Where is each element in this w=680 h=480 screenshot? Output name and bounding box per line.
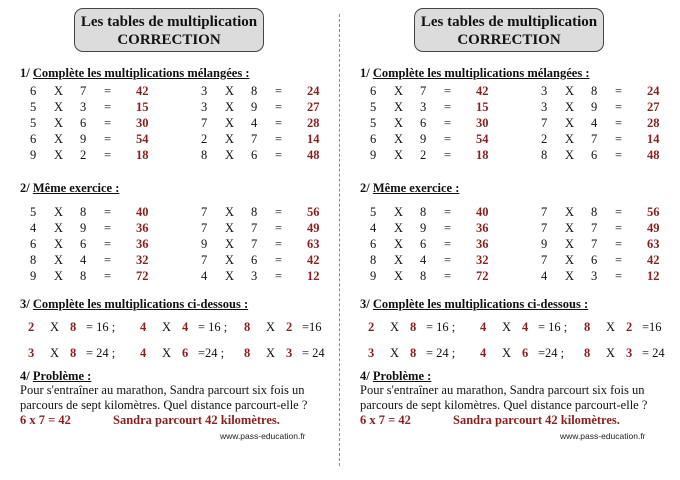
times-sign: X [266,346,276,360]
equals-sign: = [275,205,283,219]
result: = 16 ; [538,320,568,334]
factor-b: 9 [251,100,258,114]
factor-b: 2 [80,148,87,162]
factor-a: 7 [541,253,548,267]
factor-a: 7 [201,116,208,130]
equals-sign: = [615,237,623,251]
worksheet-right [340,0,680,480]
result: 54 [476,132,489,146]
factor-a: 3 [28,346,35,360]
section-3-heading [360,297,588,312]
equals-sign: = [104,253,112,267]
section-1-number: 1/ [20,66,30,80]
factor-a: 6 [370,132,377,146]
section-4-heading [20,369,91,384]
section-3-title: Complète les multiplications ci-dessous : [372,297,589,311]
result: 36 [136,237,149,251]
result: 28 [647,116,660,130]
factor-b: 7 [591,237,598,251]
factor-b: 6 [591,148,598,162]
times-sign: X [606,346,616,360]
result: 32 [136,253,149,267]
times-sign: X [394,237,404,251]
factor-a: 9 [30,148,37,162]
factor-a: 2 [201,132,208,146]
result: 24 [647,84,660,98]
equals-sign: = [275,269,283,283]
times-sign: X [394,148,404,162]
times-sign: X [225,132,235,146]
factor-a: 6 [370,84,377,98]
times-sign: X [225,205,235,219]
equals-sign: = [444,132,452,146]
equals-sign: = [275,132,283,146]
equals-sign: = [104,221,112,235]
section-4-number: 4/ [360,369,370,383]
result: = 24 ; [86,346,116,360]
factor-b: 8 [410,320,417,334]
times-sign: X [565,132,575,146]
factor-b: 4 [522,320,529,334]
footer-url: www.pass-education.fr [220,431,306,441]
times-sign: X [565,253,575,267]
equals-sign: = [444,148,452,162]
factor-a: 4 [201,269,208,283]
factor-b: 3 [420,100,427,114]
title-line-1: Les tables de multiplication [420,14,598,30]
times-sign: X [54,253,64,267]
factor-a: 8 [370,253,377,267]
equals-sign: = [275,221,283,235]
factor-b: 3 [626,346,633,360]
title-line-2: CORRECTION [117,32,221,48]
section-3-number: 3/ [360,297,370,311]
factor-a: 3 [201,84,208,98]
exercise-3-row [28,346,328,362]
times-sign: X [225,221,235,235]
times-sign: X [394,132,404,146]
section-2-title: Même exercice : [372,181,460,195]
times-sign: X [54,100,64,114]
factor-a: 8 [30,253,37,267]
times-sign: X [394,253,404,267]
times-sign: X [54,269,64,283]
times-sign: X [225,253,235,267]
section-2-heading [360,181,459,196]
result: 49 [647,221,660,235]
exercise-3-row [368,346,668,362]
equals-sign: = [444,84,452,98]
factor-b: 4 [591,116,598,130]
factor-b: 7 [591,221,598,235]
factor-b: 8 [70,346,77,360]
result: 36 [136,221,149,235]
result: 15 [136,100,149,114]
factor-b: 6 [591,253,598,267]
factor-b: 2 [286,320,293,334]
factor-a: 2 [368,320,375,334]
result: 28 [307,116,320,130]
equals-sign: = [444,116,452,130]
times-sign: X [606,320,616,334]
times-sign: X [565,100,575,114]
factor-b: 6 [182,346,189,360]
footer-url: www.pass-education.fr [560,431,646,441]
result: 42 [647,253,660,267]
equals-sign: = [104,205,112,219]
equals-sign: = [444,253,452,267]
equals-sign: = [615,100,623,114]
title-box [414,8,604,52]
answer-calculation: 6 x 7 = 42 [360,413,411,427]
times-sign: X [394,221,404,235]
section-4-title: Problème : [372,369,432,383]
title-box [74,8,264,52]
factor-b: 6 [80,237,87,251]
section-4-number: 4/ [20,369,30,383]
times-sign: X [502,346,512,360]
times-sign: X [162,320,172,334]
times-sign: X [390,320,400,334]
times-sign: X [394,205,404,219]
factor-b: 7 [591,132,598,146]
times-sign: X [394,100,404,114]
times-sign: X [565,148,575,162]
factor-b: 8 [420,269,427,283]
result: = 24 [302,346,325,360]
factor-a: 7 [201,205,208,219]
problem-text: Pour s'entraîner au marathon, Sandra parcourt six fois un parcours de sept kilomètres. Quel distance parcourt-elle ? [20,383,308,412]
section-3-number: 3/ [20,297,30,311]
equals-sign: = [104,100,112,114]
result: = 16 ; [198,320,228,334]
equals-sign: = [615,253,623,267]
factor-a: 8 [244,346,251,360]
section-3-heading [20,297,248,312]
factor-a: 7 [201,253,208,267]
section-1-number: 1/ [360,66,370,80]
equals-sign: = [275,253,283,267]
factor-a: 6 [30,84,37,98]
result: 18 [476,148,489,162]
factor-b: 4 [251,116,258,130]
times-sign: X [565,269,575,283]
section-2-title: Même exercice : [32,181,120,195]
result: 12 [307,269,320,283]
times-sign: X [502,320,512,334]
factor-b: 4 [182,320,189,334]
section-2-number: 2/ [20,181,30,195]
result: 63 [647,237,660,251]
factor-a: 4 [480,346,487,360]
factor-a: 5 [370,205,377,219]
times-sign: X [225,84,235,98]
section-4-heading [360,369,431,384]
result: 36 [476,237,489,251]
factor-a: 9 [370,269,377,283]
times-sign: X [394,84,404,98]
times-sign: X [565,237,575,251]
section-1-title: Complète les multiplications mélangées : [32,66,250,80]
factor-b: 3 [591,269,598,283]
factor-b: 3 [251,269,258,283]
result: 12 [647,269,660,283]
times-sign: X [225,116,235,130]
title-line-2: CORRECTION [457,32,561,48]
problem-answer [360,413,670,429]
factor-a: 8 [201,148,208,162]
factor-b: 8 [410,346,417,360]
factor-a: 5 [30,116,37,130]
times-sign: X [565,84,575,98]
equals-sign: = [444,269,452,283]
equals-sign: = [615,269,623,283]
factor-a: 4 [30,221,37,235]
exercise-3-row [28,320,328,336]
result: 24 [307,84,320,98]
equals-sign: = [444,221,452,235]
factor-b: 7 [80,84,87,98]
result: 15 [476,100,489,114]
problem-text: Pour s'entraîner au marathon, Sandra parcourt six fois un parcours de sept kilomètres. Quel distance parcourt-elle ? [360,383,648,412]
equals-sign: = [275,237,283,251]
factor-b: 6 [80,116,87,130]
equals-sign: = [275,148,283,162]
answer-calculation: 6 x 7 = 42 [20,413,71,427]
factor-b: 7 [251,221,258,235]
factor-a: 6 [370,237,377,251]
factor-b: 6 [420,237,427,251]
result: =16 [302,320,322,334]
factor-a: 9 [370,148,377,162]
factor-a: 7 [541,116,548,130]
equals-sign: = [615,148,623,162]
factor-b: 8 [420,205,427,219]
factor-a: 2 [28,320,35,334]
factor-b: 9 [420,221,427,235]
factor-a: 5 [30,100,37,114]
factor-b: 6 [251,148,258,162]
factor-a: 7 [201,221,208,235]
result: 27 [307,100,320,114]
factor-b: 8 [80,269,87,283]
result: 14 [307,132,320,146]
equals-sign: = [104,84,112,98]
equals-sign: = [615,205,623,219]
result: 27 [647,100,660,114]
times-sign: X [565,116,575,130]
factor-a: 8 [584,346,591,360]
problem-answer [20,413,330,429]
factor-b: 9 [80,132,87,146]
times-sign: X [54,84,64,98]
times-sign: X [54,205,64,219]
factor-a: 9 [201,237,208,251]
factor-a: 8 [584,320,591,334]
result: 42 [136,84,149,98]
factor-b: 6 [420,116,427,130]
times-sign: X [50,320,60,334]
factor-b: 4 [80,253,87,267]
times-sign: X [54,221,64,235]
factor-b: 8 [251,205,258,219]
result: 48 [307,148,320,162]
factor-a: 2 [541,132,548,146]
factor-b: 9 [591,100,598,114]
factor-a: 3 [201,100,208,114]
times-sign: X [50,346,60,360]
factor-b: 9 [420,132,427,146]
factor-a: 4 [480,320,487,334]
times-sign: X [225,269,235,283]
equals-sign: = [444,100,452,114]
result: = 16 ; [86,320,116,334]
factor-a: 7 [541,221,548,235]
factor-a: 9 [30,269,37,283]
factor-a: 4 [140,346,147,360]
factor-a: 4 [140,320,147,334]
factor-a: 3 [541,100,548,114]
factor-b: 3 [286,346,293,360]
result: = 16 ; [426,320,456,334]
times-sign: X [162,346,172,360]
equals-sign: = [104,132,112,146]
result: =16 [642,320,662,334]
result: 56 [647,205,660,219]
factor-a: 5 [370,116,377,130]
equals-sign: = [104,148,112,162]
times-sign: X [54,116,64,130]
equals-sign: = [615,84,623,98]
factor-b: 3 [80,100,87,114]
factor-b: 6 [251,253,258,267]
times-sign: X [390,346,400,360]
times-sign: X [225,237,235,251]
title-line-1: Les tables de multiplication [80,14,258,30]
times-sign: X [266,320,276,334]
factor-b: 8 [80,205,87,219]
result: 30 [136,116,149,130]
section-2-heading [20,181,119,196]
times-sign: X [225,100,235,114]
equals-sign: = [615,221,623,235]
result: 40 [136,205,149,219]
result: 63 [307,237,320,251]
factor-b: 8 [591,205,598,219]
result: 30 [476,116,489,130]
times-sign: X [54,132,64,146]
section-1-heading [360,66,590,81]
times-sign: X [394,269,404,283]
factor-a: 7 [541,205,548,219]
factor-a: 8 [541,148,548,162]
section-4-title: Problème : [32,369,92,383]
factor-a: 5 [30,205,37,219]
result: = 24 [642,346,665,360]
times-sign: X [394,116,404,130]
result: 42 [307,253,320,267]
result: 42 [476,84,489,98]
equals-sign: = [275,100,283,114]
result: 18 [136,148,149,162]
result: 48 [647,148,660,162]
times-sign: X [54,237,64,251]
result: = 24 ; [426,346,456,360]
result: 36 [476,221,489,235]
result: 14 [647,132,660,146]
equals-sign: = [104,116,112,130]
factor-b: 8 [251,84,258,98]
times-sign: X [565,221,575,235]
section-3-title: Complète les multiplications ci-dessous : [32,297,249,311]
result: 32 [476,253,489,267]
section-2-number: 2/ [360,181,370,195]
factor-a: 4 [370,221,377,235]
factor-a: 3 [368,346,375,360]
factor-b: 2 [420,148,427,162]
factor-b: 7 [251,132,258,146]
factor-b: 8 [70,320,77,334]
equals-sign: = [615,132,623,146]
factor-a: 3 [541,84,548,98]
result: 49 [307,221,320,235]
factor-a: 5 [370,100,377,114]
factor-a: 9 [541,237,548,251]
answer-sentence: Sandra parcourt 42 kilomètres. [113,413,280,427]
factor-a: 4 [541,269,548,283]
section-1-title: Complète les multiplications mélangées : [372,66,590,80]
equals-sign: = [275,116,283,130]
section-1-heading [20,66,250,81]
times-sign: X [565,205,575,219]
factor-a: 8 [244,320,251,334]
equals-sign: = [275,84,283,98]
equals-sign: = [104,237,112,251]
equals-sign: = [444,237,452,251]
factor-b: 6 [522,346,529,360]
exercise-3-row [368,320,668,336]
result: 56 [307,205,320,219]
times-sign: X [225,148,235,162]
factor-b: 7 [251,237,258,251]
factor-a: 6 [30,132,37,146]
factor-b: 4 [420,253,427,267]
equals-sign: = [615,116,623,130]
factor-a: 6 [30,237,37,251]
result: 72 [476,269,489,283]
result: =24 ; [198,346,225,360]
result: 54 [136,132,149,146]
factor-b: 7 [420,84,427,98]
times-sign: X [54,148,64,162]
equals-sign: = [444,205,452,219]
result: =24 ; [538,346,565,360]
result: 72 [136,269,149,283]
equals-sign: = [104,269,112,283]
factor-b: 8 [591,84,598,98]
answer-sentence: Sandra parcourt 42 kilomètres. [453,413,620,427]
factor-b: 9 [80,221,87,235]
result: 40 [476,205,489,219]
factor-b: 2 [626,320,633,334]
